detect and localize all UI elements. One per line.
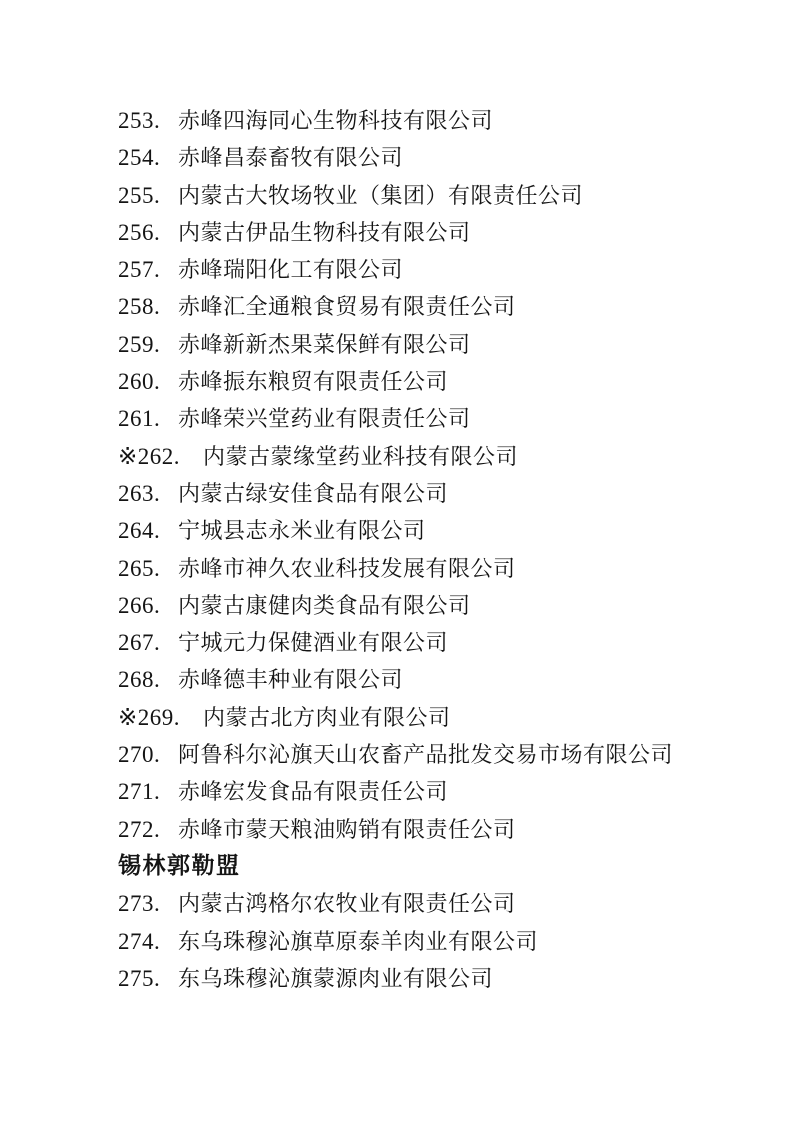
list-item xyxy=(118,400,793,437)
company-name: 内蒙古鸿格尔农牧业有限责任公司 xyxy=(178,891,516,917)
item-number: 271. xyxy=(118,779,161,805)
item-number: 268. xyxy=(118,667,161,693)
item-number: 259. xyxy=(118,331,161,357)
list-item xyxy=(118,177,793,214)
company-name: 赤峰四海同心生物科技有限公司 xyxy=(178,108,494,133)
list-item xyxy=(118,251,793,288)
company-name: 内蒙古蒙缘堂药业科技有限公司 xyxy=(203,443,519,469)
list-item xyxy=(118,363,793,400)
list-item xyxy=(118,661,793,698)
item-number: 275. xyxy=(118,965,161,991)
company-name: 赤峰市神久农业科技发展有限公司 xyxy=(178,555,516,581)
company-name: 赤峰荣兴堂药业有限责任公司 xyxy=(178,406,471,432)
company-name: 内蒙古北方肉业有限公司 xyxy=(203,704,451,730)
item-number: 261. xyxy=(118,406,161,432)
item-number: 260. xyxy=(118,369,161,395)
item-number: 265. xyxy=(118,555,161,581)
list-item xyxy=(118,139,793,176)
list-item xyxy=(118,960,793,997)
list-item xyxy=(118,326,793,363)
list-item xyxy=(118,512,793,549)
item-number: 256. xyxy=(118,219,161,245)
item-number: ※269. xyxy=(118,704,181,730)
company-name: 宁城县志永米业有限公司 xyxy=(178,518,426,544)
company-name: 赤峰振东粮贸有限责任公司 xyxy=(178,369,449,395)
list-item xyxy=(118,550,793,587)
company-name: 赤峰新新杰果菜保鲜有限公司 xyxy=(178,331,471,357)
item-number: 253. xyxy=(118,108,161,133)
list-item xyxy=(118,587,793,624)
section-heading: 锡林郭勒盟 xyxy=(118,852,241,879)
item-number: 267. xyxy=(118,630,161,656)
list-item xyxy=(118,811,793,848)
item-number: 273. xyxy=(118,891,161,917)
item-number: 272. xyxy=(118,816,161,842)
list-item xyxy=(118,288,793,325)
company-name: 东乌珠穆沁旗蒙源肉业有限公司 xyxy=(178,965,494,991)
item-number: 255. xyxy=(118,182,161,208)
item-number: 270. xyxy=(118,742,161,768)
list-item xyxy=(118,773,793,810)
document-body xyxy=(118,102,793,997)
list-item xyxy=(118,923,793,960)
item-number: 274. xyxy=(118,928,161,954)
list-item xyxy=(118,102,793,139)
item-number: 266. xyxy=(118,592,161,618)
company-name: 内蒙古绿安佳食品有限公司 xyxy=(178,480,449,506)
company-name: 宁城元力保健酒业有限公司 xyxy=(178,630,449,656)
company-name: 赤峰汇全通粮食贸易有限责任公司 xyxy=(178,294,516,320)
list-item xyxy=(118,475,793,512)
company-name: 内蒙古伊品生物科技有限公司 xyxy=(178,219,471,245)
item-number: 257. xyxy=(118,257,161,283)
list-item xyxy=(118,438,793,475)
company-name: 东乌珠穆沁旗草原泰羊肉业有限公司 xyxy=(178,928,539,954)
company-name: 赤峰瑞阳化工有限公司 xyxy=(178,257,404,283)
list-item xyxy=(118,699,793,736)
item-number: 263. xyxy=(118,480,161,506)
company-name: 内蒙古大牧场牧业（集团）有限责任公司 xyxy=(178,182,584,208)
company-name: 赤峰市蒙天粮油购销有限责任公司 xyxy=(178,816,516,842)
company-name: 阿鲁科尔沁旗天山农畜产品批发交易市场有限公司 xyxy=(178,742,674,768)
item-number: ※262. xyxy=(118,443,181,469)
item-number: 258. xyxy=(118,294,161,320)
list-item xyxy=(118,736,793,773)
company-name: 赤峰宏发食品有限责任公司 xyxy=(178,779,449,805)
list-item xyxy=(118,885,793,922)
company-name: 内蒙古康健肉类食品有限公司 xyxy=(178,592,471,618)
list-item xyxy=(118,214,793,251)
company-name: 赤峰德丰种业有限公司 xyxy=(178,667,404,693)
company-name: 赤峰昌泰畜牧有限公司 xyxy=(178,145,404,171)
item-number: 254. xyxy=(118,145,161,171)
item-number: 264. xyxy=(118,518,161,544)
list-item xyxy=(118,624,793,661)
